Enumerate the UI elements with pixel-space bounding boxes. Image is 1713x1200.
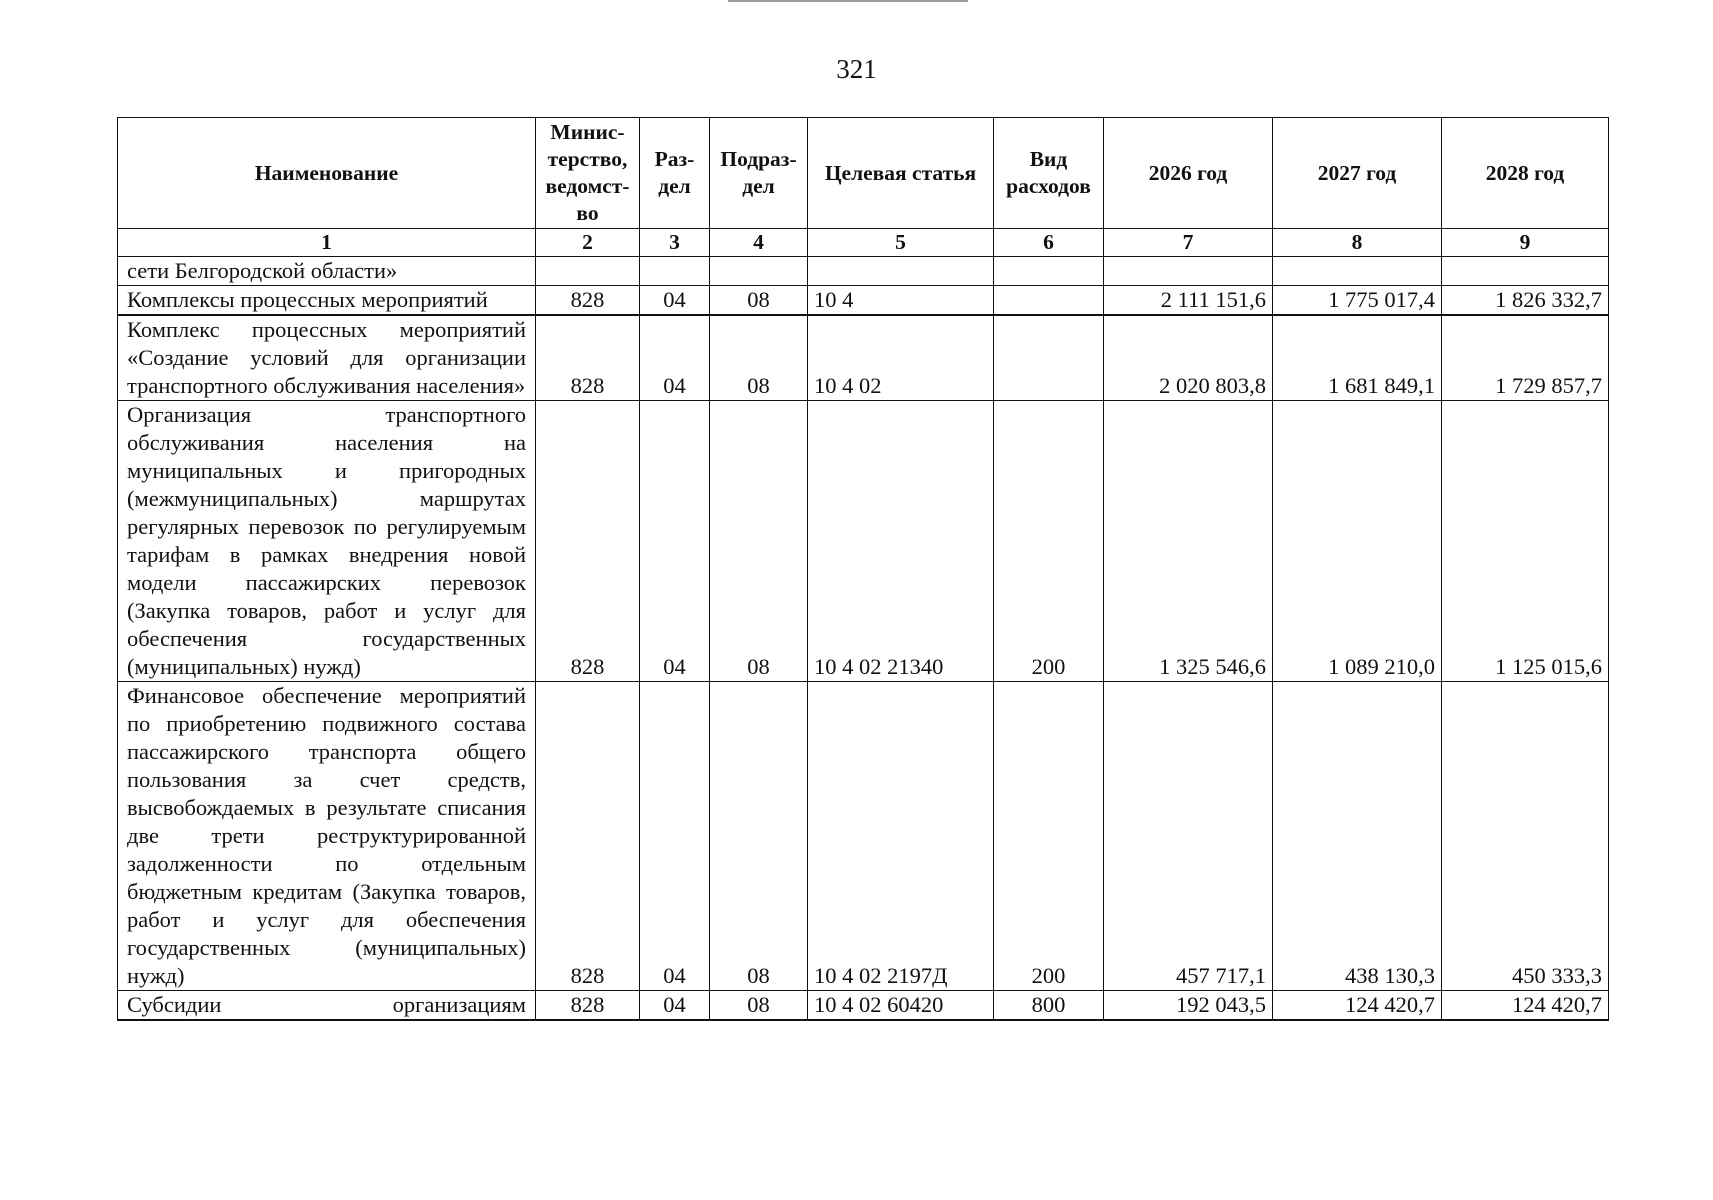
row-section: 04: [640, 682, 710, 991]
row-2027: 1 089 210,0: [1273, 401, 1442, 682]
column-number: 9: [1442, 229, 1609, 257]
row-target: 10 4: [808, 286, 994, 316]
row-expense-type: 200: [994, 682, 1104, 991]
header-expense-type: Вид расходов: [994, 118, 1104, 229]
row-section: 04: [640, 401, 710, 682]
header-row: [118, 118, 1609, 229]
row-2027: [1273, 257, 1442, 286]
row-2028: 1 826 332,7: [1442, 286, 1609, 316]
header-2028: 2028 год: [1442, 118, 1609, 229]
row-expense-type: 800: [994, 991, 1104, 1021]
table-row: [118, 257, 1609, 286]
row-name: сети Белгородской области»: [118, 257, 536, 286]
row-ministry: 828: [536, 682, 640, 991]
header-2027: 2027 год: [1273, 118, 1442, 229]
row-ministry: 828: [536, 286, 640, 316]
row-2028: 124 420,7: [1442, 991, 1609, 1021]
row-ministry: 828: [536, 315, 640, 401]
row-2027: 1 775 017,4: [1273, 286, 1442, 316]
row-name: Комплексы процессных мероприятий: [118, 286, 536, 316]
row-2028: 1 125 015,6: [1442, 401, 1609, 682]
column-number-row: [118, 229, 1609, 257]
row-2028: [1442, 257, 1609, 286]
row-name: Организация транспортного обслуживания населения на муниципальных и пригородных (межмуниципальных) маршрутах регулярных перевозок по регулируемым тарифам в рамках внедрения новой модели пассажирских перевозок (Закупка товаров, работ и услуг для обеспечения государственных (муниципальных) нужд): [118, 401, 536, 682]
row-target: 10 4 02 2197Д: [808, 682, 994, 991]
row-2028: 1 729 857,7: [1442, 315, 1609, 401]
column-number: 8: [1273, 229, 1442, 257]
top-rule: [728, 0, 968, 2]
row-target: [808, 257, 994, 286]
row-2027: 438 130,3: [1273, 682, 1442, 991]
row-target: 10 4 02 60420: [808, 991, 994, 1021]
row-expense-type: [994, 257, 1104, 286]
row-section: 04: [640, 991, 710, 1021]
header-target: Целевая статья: [808, 118, 994, 229]
column-number: 5: [808, 229, 994, 257]
row-2027: 124 420,7: [1273, 991, 1442, 1021]
column-number: 3: [640, 229, 710, 257]
row-expense-type: 200: [994, 401, 1104, 682]
row-expense-type: [994, 315, 1104, 401]
row-name: Комплекс процессных мероприятий «Создание условий для организации транспортного обслуживания населения»: [118, 315, 536, 401]
table-row: [118, 991, 1609, 1021]
row-2026: 2 111 151,6: [1104, 286, 1273, 316]
row-subsection: 08: [710, 286, 808, 316]
header-name: Наименование: [118, 118, 536, 229]
row-subsection: 08: [710, 315, 808, 401]
row-2026: 2 020 803,8: [1104, 315, 1273, 401]
row-2026: 192 043,5: [1104, 991, 1273, 1021]
row-target: 10 4 02 21340: [808, 401, 994, 682]
column-number: 6: [994, 229, 1104, 257]
row-section: 04: [640, 286, 710, 316]
table-row: [118, 682, 1609, 991]
row-subsection: 08: [710, 682, 808, 991]
row-2026: 1 325 546,6: [1104, 401, 1273, 682]
row-target: 10 4 02: [808, 315, 994, 401]
header-subsection: Подраз-дел: [710, 118, 808, 229]
table-row: [118, 286, 1609, 316]
row-subsection: 08: [710, 991, 808, 1021]
row-expense-type: [994, 286, 1104, 316]
row-2026: [1104, 257, 1273, 286]
row-subsection: [710, 257, 808, 286]
row-2026: 457 717,1: [1104, 682, 1273, 991]
row-ministry: 828: [536, 991, 640, 1021]
column-number: 4: [710, 229, 808, 257]
page-number: 321: [836, 54, 877, 84]
table-row: [118, 401, 1609, 682]
row-name: Субсидии организациям: [118, 991, 536, 1021]
row-ministry: 828: [536, 401, 640, 682]
header-section: Раз-дел: [640, 118, 710, 229]
row-2028: 450 333,3: [1442, 682, 1609, 991]
row-section: 04: [640, 315, 710, 401]
budget-table: [117, 117, 1609, 1021]
row-section: [640, 257, 710, 286]
column-number: 1: [118, 229, 536, 257]
row-name: Финансовое обеспечение мероприятий по приобретению подвижного состава пассажирского транспорта общего пользования за счет средств, высвобождаемых в результате списания две трети реструктурированной задолженности по отдельным бюджетным кредитам (Закупка товаров, работ и услуг для обеспечения государственных (муниципальных) нужд): [118, 682, 536, 991]
header-2026: 2026 год: [1104, 118, 1273, 229]
header-ministry: Минис-терство, ведомст-во: [536, 118, 640, 229]
column-number: 7: [1104, 229, 1273, 257]
row-subsection: 08: [710, 401, 808, 682]
table-row: [118, 315, 1609, 401]
row-ministry: [536, 257, 640, 286]
column-number: 2: [536, 229, 640, 257]
row-2027: 1 681 849,1: [1273, 315, 1442, 401]
